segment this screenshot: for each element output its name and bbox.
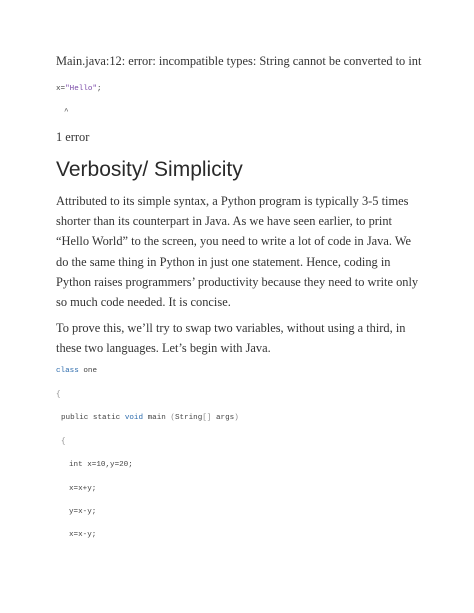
- error-code-line: [56, 85, 102, 93]
- error-caret: ^: [64, 108, 69, 116]
- code-paren-close: ): [234, 414, 239, 422]
- code-line-3: x=x-y;: [69, 531, 97, 539]
- code-method-modifiers: public static: [61, 414, 125, 422]
- section-heading: Verbosity/ Simplicity: [56, 158, 243, 181]
- code-param-name: args: [211, 414, 235, 422]
- error-message-line: Main.java:12: error: incompatible types: String cannot be converted to int: [56, 54, 422, 68]
- code-class-name: one: [78, 367, 98, 375]
- code-line-method: [61, 414, 239, 422]
- code-brackets: []: [202, 414, 212, 422]
- code-line-2: y=x-y;: [69, 508, 97, 516]
- code-semicolon: ;: [97, 85, 102, 93]
- code-assign: x=: [56, 85, 66, 93]
- error-count: 1 error: [56, 130, 90, 144]
- code-line-open-brace-2: {: [61, 438, 66, 446]
- code-keyword-void: void: [124, 414, 144, 422]
- code-keyword-class: class: [56, 367, 79, 375]
- code-paren-open: (: [170, 414, 175, 422]
- code-line-open-brace-1: {: [56, 391, 61, 399]
- code-string-literal: "Hello": [65, 85, 98, 93]
- paragraph-verbosity: Attributed to its simple syntax, a Python program is typically 3-5 times shorter than its counterpart in Java. As we have seen earlier, to print “Hello World” to the screen, you need to write a lot of code in Java. We do the same thing in Python in just one statement. Hence, coding in Python raises programmers’ productivity because they need to write only so much code needed. It is concise.: [56, 194, 419, 310]
- code-method-name: main: [143, 414, 171, 422]
- paragraph-swap-intro: To prove this, we’ll try to swap two variables, without using a third, in these two languages. Let’s begin with Java.: [56, 321, 406, 356]
- code-line-1: x=x+y;: [69, 485, 97, 493]
- code-param-type: String: [174, 414, 203, 422]
- code-line-class: [56, 367, 97, 375]
- code-line-declaration: int x=10,y=20;: [69, 461, 133, 469]
